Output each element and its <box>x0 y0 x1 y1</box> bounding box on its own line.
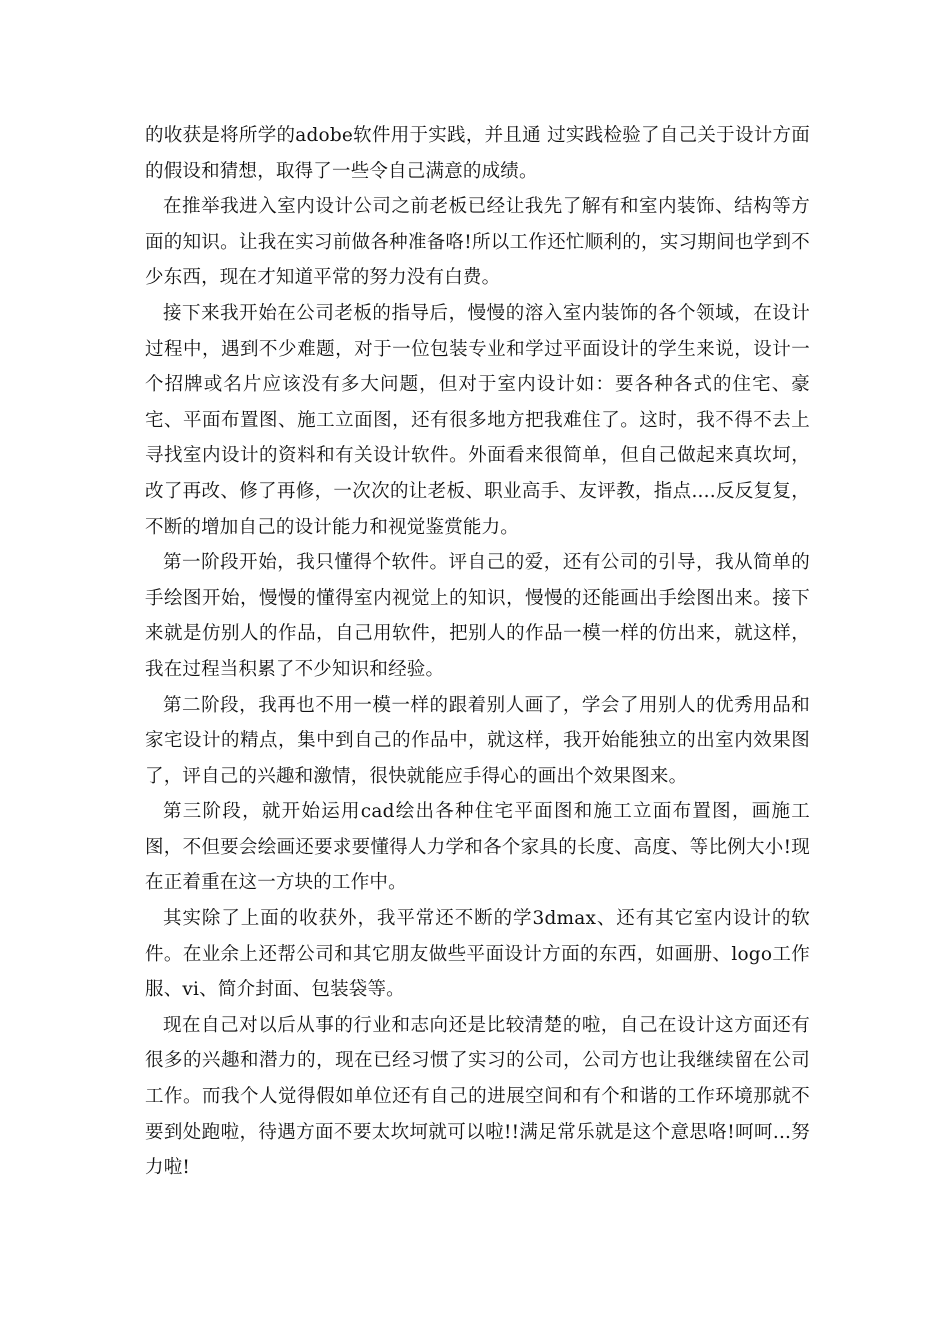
paragraph-4: 第一阶段开始，我只懂得个软件。评自己的爱，还有公司的引导，我从简单的手绘图开始，慢慢的懂得室内视觉上的知识，慢慢的还能画出手绘图出来。接下来就是仿别人的作品，自己用软件，把别人的作品一模一样的仿出来，就这样，我在过程当积累了不少知识和经验。 <box>145 552 810 680</box>
paragraph-3: 接下来我开始在公司老板的指导后，慢慢的溶入室内装饰的各个领域，在设计过程中，遇到不少难题，对于一位包装专业和学过平面设计的学生来说，设计一个招牌或名片应该没有多大问题，但对于室内设计如：要各种各式的住宅、豪宅、平面布置图、施工立面图，还有很多地方把我难住了。这时，我不得不去上寻找室内设计的资料和有关设计软件。外面看来很简单，但自己做起来真坎坷，改了再改、修了再修，一次次的让老板、职业高手、友评教，指点....反反复复，不断的增加自己的设计能力和视觉鉴赏能力。 <box>145 302 810 538</box>
paragraph-2: 在推举我进入室内设计公司之前老板已经让我先了解有和室内装饰、结构等方面的知识。让我在实习前做各种准备咯!所以工作还忙顺利的，实习期间也学到不少东西，现在才知道平常的努力没有白费。 <box>145 196 810 289</box>
paragraph-5: 第二阶段，我再也不用一模一样的跟着别人画了，学会了用别人的优秀用品和家宅设计的精点，集中到自己的作品中，就这样，我开始能独立的出室内效果图了，评自己的兴趣和激情，很快就能应手得心的画出个效果图来。 <box>145 694 810 787</box>
paragraph-7: 其实除了上面的收获外，我平常还不断的学3dmax、还有其它室内设计的软件。在业余上还帮公司和其它朋友做些平面设计方面的东西，如画册、logo工作服、vi、简介封面、包装袋等。 <box>145 908 810 1001</box>
document-body <box>145 118 810 1186</box>
paragraph-8: 现在自己对以后从事的行业和志向还是比较清楚的啦，自己在设计这方面还有很多的兴趣和潜力的，现在已经习惯了实习的公司，公司方也让我继续留在公司工作。而我个人觉得假如单位还有自己的进展空间和有个和谐的工作环境那就不要到处跑啦，待遇方面不要太坎坷就可以啦!!满足常乐就是这个意思咯!呵呵...努力啦! <box>145 1014 810 1179</box>
paragraph-6: 第三阶段，就开始运用cad绘出各种住宅平面图和施工立面布置图，画施工图，不但要会绘画还要求要懂得人力学和各个家具的长度、高度、等比例大小!现在正着重在这一方块的工作中。 <box>145 801 810 894</box>
paragraph-1: 的收获是将所学的adobe软件用于实践，并且通 过实践检验了自己关于设计方面的假设和猜想，取得了一些令自己满意的成绩。 <box>145 125 810 182</box>
